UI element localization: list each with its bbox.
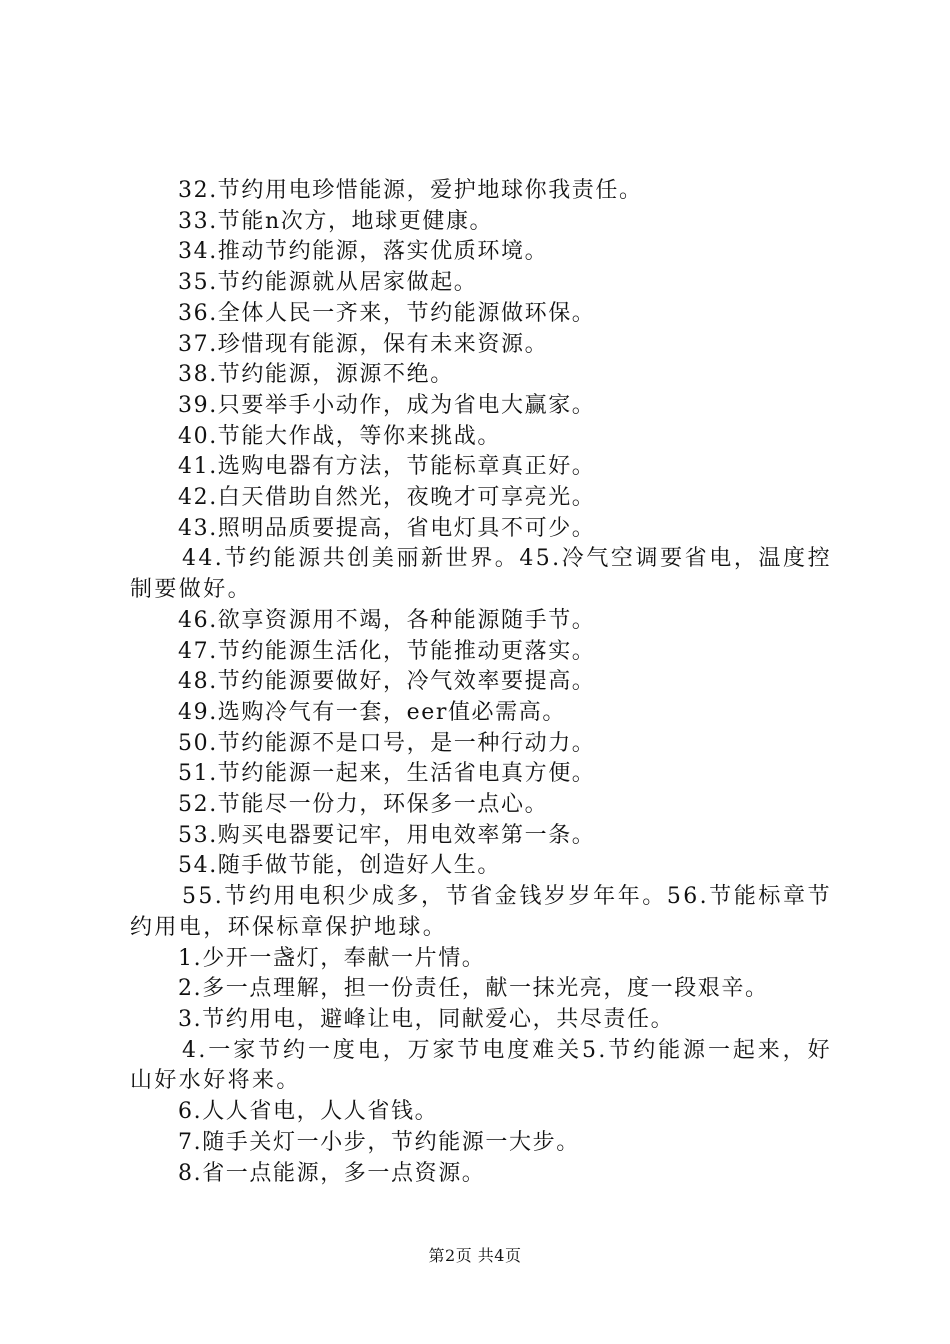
slogan-paragraph: 53.购买电器要记牢，用电效率第一条。 — [178, 822, 596, 848]
slogan-paragraph: 50.节约能源不是口号，是一种行动力。 — [178, 730, 596, 756]
slogan-paragraph: 34.推动节约能源，落实优质环境。 — [178, 239, 549, 265]
slogan-paragraph: 36.全体人民一齐来，节约能源做环保。 — [178, 300, 596, 326]
slogan-paragraph: 35.节约能源就从居家做起。 — [178, 270, 478, 296]
slogan-paragraph: 33.节能n次方，地球更健康。 — [178, 208, 494, 234]
slogan-paragraph: 6.人人省电，人人省钱。 — [178, 1099, 439, 1125]
slogan-paragraph: 51.节约能源一起来，生活省电真方便。 — [178, 761, 596, 787]
slogan-paragraph: 52.节能尽一份力，环保多一点心。 — [178, 792, 549, 818]
slogan-paragraph: 44.节约能源共创美丽新世界。45.冷气空调要省电，温度控制要做好。 — [130, 546, 832, 603]
slogan-paragraph: 42.白天借助自然光，夜晚才可享亮光。 — [178, 485, 596, 511]
slogan-paragraph: 32.节约用电珍惜能源，爱护地球你我责任。 — [178, 178, 643, 203]
slogan-paragraph: 54.随手做节能，创造好人生。 — [178, 853, 501, 879]
slogan-paragraph: 41.选购电器有方法，节能标章真正好。 — [178, 454, 596, 480]
slogan-paragraph: 38.节约能源，源源不绝。 — [178, 362, 454, 388]
slogan-paragraph: 46.欲享资源用不竭，各种能源随手节。 — [178, 607, 596, 633]
slogan-paragraph: 8.省一点能源，多一点资源。 — [178, 1160, 486, 1186]
slogan-paragraph: 48.节约能源要做好，冷气效率要提高。 — [178, 669, 596, 695]
slogan-paragraph: 4.一家节约一度电，万家节电度难关5.节约能源一起来，好山好水好将来。 — [130, 1037, 832, 1094]
slogan-paragraph: 39.只要举手小动作，成为省电大赢家。 — [178, 392, 596, 418]
slogan-paragraph: 40.节能大作战，等你来挑战。 — [178, 423, 501, 449]
page-footer: 第2页 共4页 — [428, 1246, 522, 1265]
slogan-paragraph: 1.少开一盏灯，奉献一片情。 — [178, 945, 486, 971]
slogan-paragraph: 2.多一点理解，担一份责任，献一抹光亮，度一段艰辛。 — [178, 976, 769, 1002]
slogan-paragraph: 55.节约用电积少成多，节省金钱岁岁年年。56.节能标章节约用电，环保标章保护地球。 — [130, 884, 832, 940]
slogan-paragraph: 3.节约用电，避峰让电，同献爱心，共尽责任。 — [178, 1006, 675, 1032]
slogan-paragraph: 37.珍惜现有能源，保有未来资源。 — [178, 331, 549, 357]
slogan-paragraph: 7.随手关灯一小步，节约能源一大步。 — [178, 1129, 580, 1155]
slogan-paragraph: 43.照明品质要提高，省电灯具不可少。 — [178, 515, 596, 541]
slogan-paragraph: 47.节约能源生活化，节能推动更落实。 — [178, 638, 596, 664]
document-body — [130, 176, 832, 1189]
slogan-paragraph: 49.选购冷气有一套，eer值必需高。 — [178, 699, 566, 725]
